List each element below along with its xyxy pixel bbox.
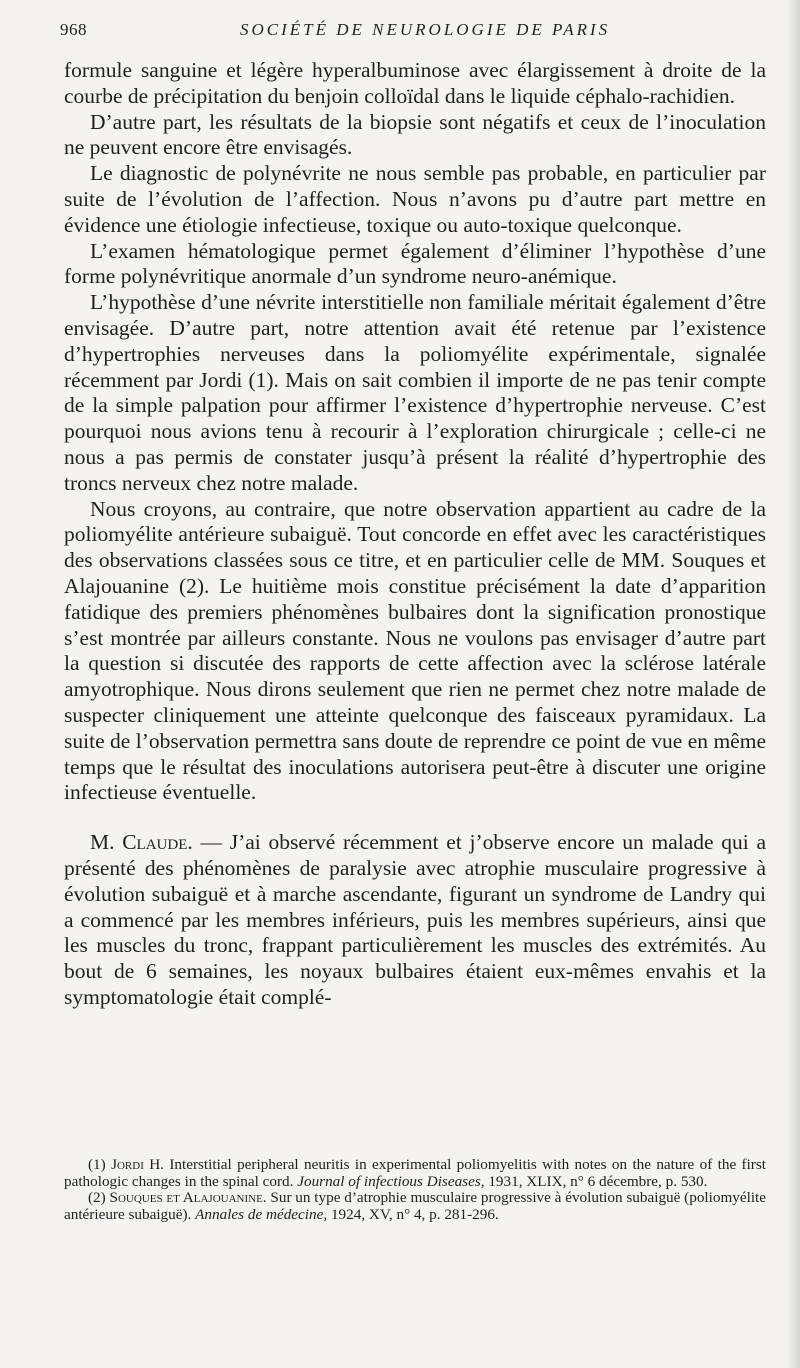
footnote [64, 1190, 766, 1223]
footnote-journal: Journal of infectious Diseases, [297, 1172, 485, 1190]
paragraph: formule sanguine et légère hyperalbuminose avec élargissement à droite de la courbe de précipitation du benjoin colloïdal dans le liquide céphalo-rachidien. [64, 58, 766, 108]
paragraph: L’hypothèse d’une névrite interstitielle non familiale méritait également d’être envisagée. D’autre part, notre attention avait été retenue par l’existence d’hypertrophies nerveuses dans la poliomyélite expérimentale, signalée récemment par Jordi (1). Mais on sait combien il importe de ne pas tenir compte de la simple palpation pour affirmer l’existence d’hypertrophie nerveuse. C’est pourquoi nous avions tenu à recourir à l’exploration chirurgicale ; celle-ci ne nous a pas permis de constater jusqu’à présent la réalité d’hypertrophie des troncs nerveux chez notre malade. [64, 290, 766, 495]
footnotes [64, 1157, 766, 1223]
page-edge-shadow [786, 0, 800, 1368]
running-head: SOCIÉTÉ DE NEUROLOGIE DE PARIS [240, 20, 611, 39]
speaker-name: M. Claude. [90, 830, 193, 855]
footnote-ref: 1931, XLIX, n° 6 décembre, p. 530. [484, 1172, 708, 1190]
page-header [60, 20, 760, 50]
footnote-ref: 1924, XV, n° 4, p. 281-296. [327, 1205, 499, 1223]
footnote-author: Jordi H. [111, 1156, 164, 1173]
paragraph: D’autre part, les résultats de la biopsie sont négatifs et ceux de l’inoculation ne peuvent encore être envisagés. [64, 109, 766, 160]
footnote [64, 1157, 766, 1190]
speaker-text: — J’ai observé récemment et j’observe encore un malade qui a présenté des phénomènes de paralysie avec atrophie musculaire progressive à évolution subaiguë et à marche ascendante, figurant un syndrome de Landry qui a commencé par les membres inférieurs, puis les membres supérieurs, ainsi que les muscles du tronc, frappant particulièrement les muscles des extrémités. Au bout de 6 semaines, les noyaux bulbaires étaient eux-mêmes envahis et la symptomatologie était complé- [64, 830, 767, 1009]
footnote-marker: (2) [88, 1189, 106, 1207]
speaker-paragraph [64, 830, 766, 1011]
footnote-author: Souques et Alajouanine. [109, 1189, 267, 1207]
paragraph: Le diagnostic de polynévrite ne nous semble pas probable, en particulier par suite de l’évolution de l’affection. Nous n’avons pu d’autre part mettre en évidence une étiologie infectieuse, toxique ou auto-toxique quelconque. [64, 161, 766, 237]
footnote-journal: Annales de médecine, [195, 1205, 328, 1223]
paragraph: L’examen hématologique permet également d’éliminer l’hypothèse d’une forme polynévritique anormale d’un syndrome neuro-anémique. [64, 238, 766, 289]
paragraph: Nous croyons, au contraire, que notre observation appartient au cadre de la poliomyélite antérieure subaiguë. Tout concorde en effet avec les caractéristiques des observations classées sous ce titre, et en particulier celle de MM. Souques et Alajouanine (2). Le huitième mois constitue précisément la date d’apparition fatidique des premiers phénomènes bulbaires dont la signification pronostique s’est montrée par ailleurs constante. Nous ne voulons pas envisager d’autre part la question si discutée des rapports de cette affection avec la sclérose latérale amyotrophique. Nous dirons seulement que rien ne permet chez notre malade de suspecter cliniquement une atteinte quelconque des faisceaux pyramidaux. La suite de l’observation permettra sans doute de reprendre ce point de vue en même temps que le résultat des inoculations autorisera peut-être à discuter une origine infectieuse éventuelle. [64, 496, 766, 805]
footnote-text: Sur un type d’atrophie musculaire progressive à évolution subaiguë (poliomyélite antérieure subaiguë). [64, 1189, 766, 1223]
footnote-marker: (1) [88, 1156, 106, 1173]
body-text [64, 58, 766, 1011]
page-number: 968 [60, 20, 87, 39]
footnote-text: Interstitial peripheral neuritis in experimental poliomyelitis with notes on the nature of the first pathologic changes in the spinal cord. [64, 1156, 766, 1190]
